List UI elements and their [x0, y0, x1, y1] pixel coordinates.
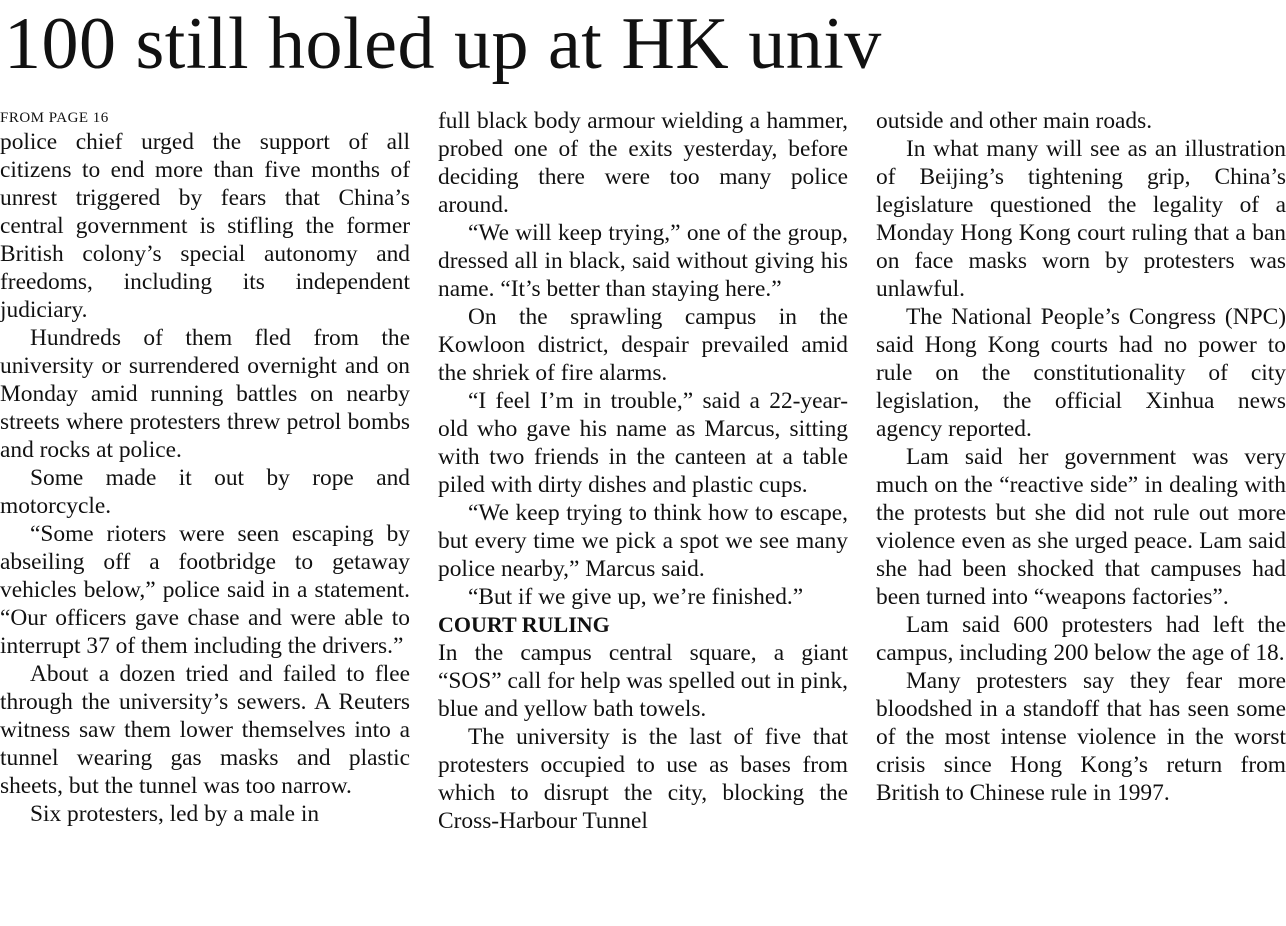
paragraph: Many protesters say they fear more bloodshed in a standoff that has seen some of the most intense violence in the worst crisis since Hong Kong’s return from British to Chinese rule in 1997. [876, 668, 1286, 806]
section-subhead: COURT RULING [438, 612, 610, 637]
paragraph: “We will keep trying,” one of the group, dressed all in black, said without giving his name. “It’s better than staying here.” [438, 220, 848, 302]
headline: 100 still holed up at HK univ [4, 3, 882, 85]
paragraph: Lam said 600 protesters had left the campus, including 200 below the age of 18. [876, 612, 1286, 666]
paragraph: “We keep trying to think how to escape, but every time we pick a spot we see many police nearby,” Marcus said. [438, 500, 848, 582]
paragraph: Some made it out by rope and motorcycle. [0, 465, 410, 519]
paragraph: About a dozen tried and failed to flee through the university’s sewers. A Reuters witness saw them lower themselves into a tunnel wearing gas masks and plastic sheets, but the tunnel was too narrow. [0, 661, 410, 799]
paragraph: The National People’s Congress (NPC) said Hong Kong courts had no power to rule on the constitutionality of city legislation, the official Xinhua news agency reported. [876, 304, 1286, 442]
paragraph: Lam said her government was very much on the “reactive side” in dealing with the protests but she did not rule out more violence even as she urged peace. Lam said she had been shocked that campuses had been turned into “weapons factories”. [876, 444, 1286, 610]
paragraph: police chief urged the support of all citizens to end more than five months of unrest triggered by fears that China’s central government is stifling the former British colony’s special autonomy and freedoms, including its independent judiciary. [0, 129, 410, 323]
article-column-2 [438, 107, 848, 835]
paragraph: “But if we give up, we’re finished.” [468, 584, 804, 610]
article-column-3 [876, 107, 1286, 807]
article-column-1 [0, 107, 410, 828]
paragraph: In what many will see as an illustration of Beijing’s tightening grip, China’s legislature questioned the legality of a Monday Hong Kong court ruling that a ban on face masks worn by protesters was unlawful. [876, 136, 1286, 302]
paragraph: “Some rioters were seen escaping by abseiling off a footbridge to getaway vehicles below,” police said in a statement. “Our officers gave chase and were able to interrupt 37 of them including the drivers.” [0, 521, 410, 659]
paragraph: “I feel I’m in trouble,” said a 22-year-old who gave his name as Marcus, sitting with two friends in the canteen at a table piled with dirty dishes and plastic cups. [438, 388, 848, 498]
continued-from-label: FROM PAGE 16 [0, 110, 109, 126]
paragraph: The university is the last of five that protesters occupied to use as bases from which to disrupt the city, blocking the Cross-Harbour Tunnel [438, 724, 848, 834]
paragraph: In the campus central square, a giant “SOS” call for help was spelled out in pink, blue and yellow bath towels. [438, 640, 848, 722]
paragraph: outside and other main roads. [876, 108, 1153, 134]
paragraph: Six protesters, led by a male in [30, 801, 320, 827]
paragraph: Hundreds of them fled from the university or surrendered overnight and on Monday amid running battles on nearby streets where protesters threw petrol bombs and rocks at police. [0, 325, 410, 463]
paragraph: full black body armour wielding a hammer, probed one of the exits yesterday, before deciding there were too many police around. [438, 108, 848, 218]
paragraph: On the sprawling campus in the Kowloon district, despair prevailed amid the shriek of fire alarms. [438, 304, 848, 386]
